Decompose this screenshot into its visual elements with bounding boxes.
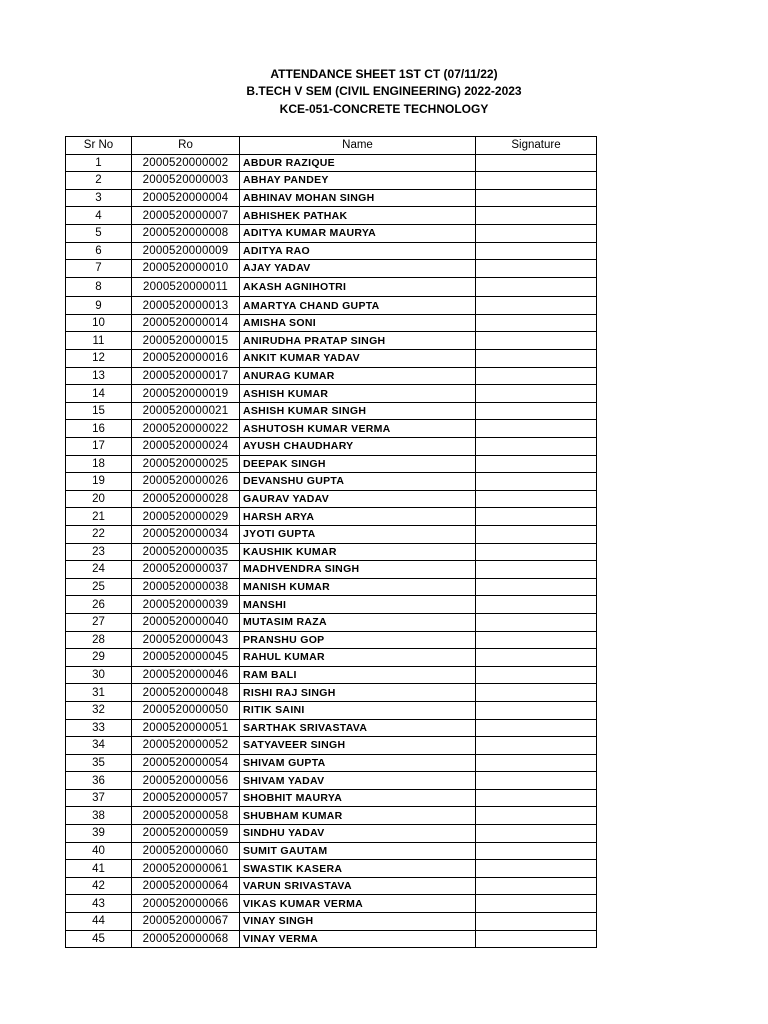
sr-no-cell: 15 (66, 402, 132, 420)
table-row (66, 350, 597, 368)
sr-no-cell: 39 (66, 825, 132, 843)
table-row (66, 525, 597, 543)
signature-cell (476, 578, 597, 596)
signature-cell (476, 895, 597, 913)
student-name-cell: SHUBHAM KUMAR (240, 807, 476, 825)
student-name-cell: ASHISH KUMAR (240, 385, 476, 403)
student-name-cell: MADHVENDRA SINGH (240, 561, 476, 579)
student-name-cell: ADITYA KUMAR MAURYA (240, 224, 476, 242)
sr-no-cell: 24 (66, 561, 132, 579)
signature-cell (476, 438, 597, 456)
roll-number-cell: 2000520000061 (132, 860, 240, 878)
signature-cell (476, 172, 597, 190)
student-name-cell: ABHAY PANDEY (240, 172, 476, 190)
sr-no-cell: 21 (66, 508, 132, 526)
student-name-cell: KAUSHIK KUMAR (240, 543, 476, 561)
student-name-cell: SUMIT GAUTAM (240, 842, 476, 860)
roll-number-cell: 2000520000013 (132, 297, 240, 315)
signature-cell (476, 314, 597, 332)
table-row (66, 260, 597, 278)
sr-no-cell: 29 (66, 649, 132, 667)
signature-cell (476, 825, 597, 843)
sr-no-cell: 11 (66, 332, 132, 350)
signature-cell (476, 543, 597, 561)
roll-number-cell: 2000520000025 (132, 455, 240, 473)
table-row (66, 578, 597, 596)
signature-cell (476, 297, 597, 315)
roll-number-cell: 2000520000002 (132, 154, 240, 172)
roll-number-cell: 2000520000060 (132, 842, 240, 860)
student-name-cell: ANURAG KUMAR (240, 367, 476, 385)
roll-number-cell: 2000520000037 (132, 561, 240, 579)
sr-no-cell: 36 (66, 772, 132, 790)
table-body (66, 154, 597, 948)
table-row (66, 224, 597, 242)
sr-no-cell: 38 (66, 807, 132, 825)
student-name-cell: AYUSH CHAUDHARY (240, 438, 476, 456)
sr-no-cell: 25 (66, 578, 132, 596)
roll-number-cell: 2000520000007 (132, 207, 240, 225)
sr-no-cell: 30 (66, 666, 132, 684)
roll-number-cell: 2000520000004 (132, 189, 240, 207)
student-name-cell: SATYAVEER SINGH (240, 737, 476, 755)
signature-cell (476, 385, 597, 403)
sr-no-cell: 3 (66, 189, 132, 207)
sr-no-cell: 22 (66, 525, 132, 543)
table-row (66, 737, 597, 755)
table-row (66, 242, 597, 260)
signature-cell (476, 772, 597, 790)
column-header-name: Name (240, 137, 476, 155)
signature-cell (476, 207, 597, 225)
signature-cell (476, 367, 597, 385)
roll-number-cell: 2000520000066 (132, 895, 240, 913)
roll-number-cell: 2000520000064 (132, 877, 240, 895)
sr-no-cell: 28 (66, 631, 132, 649)
roll-number-cell: 2000520000058 (132, 807, 240, 825)
roll-number-cell: 2000520000052 (132, 737, 240, 755)
student-name-cell: AMISHA SONI (240, 314, 476, 332)
sr-no-cell: 7 (66, 260, 132, 278)
table-row (66, 367, 597, 385)
course-subtitle: B.TECH V SEM (CIVIL ENGINEERING) 2022-2023 (246, 84, 522, 98)
signature-cell (476, 224, 597, 242)
signature-cell (476, 719, 597, 737)
roll-number-cell: 2000520000016 (132, 350, 240, 368)
table-row (66, 402, 597, 420)
signature-cell (476, 666, 597, 684)
sr-no-cell: 44 (66, 913, 132, 931)
signature-cell (476, 154, 597, 172)
roll-number-cell: 2000520000008 (132, 224, 240, 242)
roll-number-cell: 2000520000035 (132, 543, 240, 561)
roll-number-cell: 2000520000011 (132, 277, 240, 297)
student-name-cell: ABHISHEK PATHAK (240, 207, 476, 225)
signature-cell (476, 613, 597, 631)
student-name-cell: RAM BALI (240, 666, 476, 684)
student-name-cell: RITIK SAINI (240, 701, 476, 719)
roll-number-cell: 2000520000056 (132, 772, 240, 790)
table-row (66, 277, 597, 297)
student-name-cell: SHIVAM GUPTA (240, 754, 476, 772)
sr-no-cell: 5 (66, 224, 132, 242)
roll-number-cell: 2000520000059 (132, 825, 240, 843)
table-row (66, 631, 597, 649)
student-name-cell: SINDHU YADAV (240, 825, 476, 843)
roll-number-cell: 2000520000014 (132, 314, 240, 332)
roll-number-cell: 2000520000022 (132, 420, 240, 438)
signature-cell (476, 789, 597, 807)
roll-number-cell: 2000520000034 (132, 525, 240, 543)
roll-number-cell: 2000520000043 (132, 631, 240, 649)
roll-number-cell: 2000520000040 (132, 613, 240, 631)
sr-no-cell: 18 (66, 455, 132, 473)
sr-no-cell: 9 (66, 297, 132, 315)
roll-number-cell: 2000520000038 (132, 578, 240, 596)
roll-number-cell: 2000520000024 (132, 438, 240, 456)
table-row (66, 455, 597, 473)
student-name-cell: DEVANSHU GUPTA (240, 473, 476, 491)
table-row (66, 895, 597, 913)
signature-cell (476, 490, 597, 508)
roll-number-cell: 2000520000019 (132, 385, 240, 403)
student-name-cell: MANISH KUMAR (240, 578, 476, 596)
sr-no-cell: 33 (66, 719, 132, 737)
student-name-cell: AKASH AGNIHOTRI (240, 277, 476, 297)
student-name-cell: VARUN SRIVASTAVA (240, 877, 476, 895)
sr-no-cell: 17 (66, 438, 132, 456)
roll-number-cell: 2000520000067 (132, 913, 240, 931)
student-name-cell: RISHI RAJ SINGH (240, 684, 476, 702)
sr-no-cell: 31 (66, 684, 132, 702)
roll-number-cell: 2000520000054 (132, 754, 240, 772)
table-row (66, 420, 597, 438)
roll-number-cell: 2000520000026 (132, 473, 240, 491)
signature-cell (476, 754, 597, 772)
student-name-cell: VIKAS KUMAR VERMA (240, 895, 476, 913)
sr-no-cell: 40 (66, 842, 132, 860)
signature-cell (476, 420, 597, 438)
column-header-roll: Ro (132, 137, 240, 155)
roll-number-cell: 2000520000010 (132, 260, 240, 278)
sr-no-cell: 12 (66, 350, 132, 368)
sr-no-cell: 43 (66, 895, 132, 913)
signature-cell (476, 807, 597, 825)
signature-cell (476, 525, 597, 543)
student-name-cell: GAURAV YADAV (240, 490, 476, 508)
roll-number-cell: 2000520000046 (132, 666, 240, 684)
signature-cell (476, 596, 597, 614)
table-row (66, 666, 597, 684)
student-name-cell: PRANSHU GOP (240, 631, 476, 649)
student-name-cell: ASHISH KUMAR SINGH (240, 402, 476, 420)
table-row (66, 189, 597, 207)
table-row (66, 877, 597, 895)
table-row (66, 172, 597, 190)
roll-number-cell: 2000520000029 (132, 508, 240, 526)
signature-cell (476, 508, 597, 526)
column-header-signature: Signature (476, 137, 597, 155)
sr-no-cell: 26 (66, 596, 132, 614)
signature-cell (476, 684, 597, 702)
table-row (66, 842, 597, 860)
student-name-cell: AMARTYA CHAND GUPTA (240, 297, 476, 315)
roll-number-cell: 2000520000017 (132, 367, 240, 385)
signature-cell (476, 242, 597, 260)
table-header-row (66, 137, 597, 155)
signature-cell (476, 561, 597, 579)
sr-no-cell: 2 (66, 172, 132, 190)
student-name-cell: ASHUTOSH KUMAR VERMA (240, 420, 476, 438)
signature-cell (476, 260, 597, 278)
signature-cell (476, 277, 597, 297)
roll-number-cell: 2000520000050 (132, 701, 240, 719)
student-name-cell: ANKIT KUMAR YADAV (240, 350, 476, 368)
sr-no-cell: 6 (66, 242, 132, 260)
table-row (66, 913, 597, 931)
signature-cell (476, 913, 597, 931)
attendance-table (65, 136, 597, 948)
roll-number-cell: 2000520000051 (132, 719, 240, 737)
sr-no-cell: 41 (66, 860, 132, 878)
sr-no-cell: 8 (66, 277, 132, 297)
table-row (66, 490, 597, 508)
sr-no-cell: 19 (66, 473, 132, 491)
student-name-cell: SHIVAM YADAV (240, 772, 476, 790)
table-row (66, 930, 597, 948)
sr-no-cell: 37 (66, 789, 132, 807)
table-row (66, 719, 597, 737)
signature-cell (476, 930, 597, 948)
table-row (66, 860, 597, 878)
roll-number-cell: 2000520000057 (132, 789, 240, 807)
signature-cell (476, 473, 597, 491)
sr-no-cell: 27 (66, 613, 132, 631)
student-name-cell: SARTHAK SRIVASTAVA (240, 719, 476, 737)
table-row (66, 154, 597, 172)
sr-no-cell: 10 (66, 314, 132, 332)
student-name-cell: ABDUR RAZIQUE (240, 154, 476, 172)
table-row (66, 825, 597, 843)
signature-cell (476, 455, 597, 473)
table-row (66, 314, 597, 332)
table-row (66, 754, 597, 772)
sr-no-cell: 13 (66, 367, 132, 385)
student-name-cell: ADITYA RAO (240, 242, 476, 260)
table-row (66, 385, 597, 403)
student-name-cell: JYOTI GUPTA (240, 525, 476, 543)
student-name-cell: VINAY SINGH (240, 913, 476, 931)
roll-number-cell: 2000520000045 (132, 649, 240, 667)
sr-no-cell: 16 (66, 420, 132, 438)
signature-cell (476, 631, 597, 649)
table-row (66, 207, 597, 225)
subject-code: KCE-051-CONCRETE TECHNOLOGY (279, 102, 489, 116)
signature-cell (476, 701, 597, 719)
signature-cell (476, 189, 597, 207)
table-row (66, 596, 597, 614)
roll-number-cell: 2000520000003 (132, 172, 240, 190)
student-name-cell: ABHINAV MOHAN SINGH (240, 189, 476, 207)
student-name-cell: AJAY YADAV (240, 260, 476, 278)
signature-cell (476, 877, 597, 895)
table-row (66, 473, 597, 491)
student-name-cell: ANIRUDHA PRATAP SINGH (240, 332, 476, 350)
signature-cell (476, 842, 597, 860)
student-name-cell: DEEPAK SINGH (240, 455, 476, 473)
table-row (66, 649, 597, 667)
student-name-cell: SHOBHIT MAURYA (240, 789, 476, 807)
table-row (66, 613, 597, 631)
sr-no-cell: 23 (66, 543, 132, 561)
roll-number-cell: 2000520000039 (132, 596, 240, 614)
signature-cell (476, 402, 597, 420)
student-name-cell: MANSHI (240, 596, 476, 614)
sr-no-cell: 45 (66, 930, 132, 948)
student-name-cell: HARSH ARYA (240, 508, 476, 526)
table-row (66, 543, 597, 561)
roll-number-cell: 2000520000015 (132, 332, 240, 350)
roll-number-cell: 2000520000028 (132, 490, 240, 508)
signature-cell (476, 737, 597, 755)
sr-no-cell: 34 (66, 737, 132, 755)
sr-no-cell: 20 (66, 490, 132, 508)
signature-cell (476, 350, 597, 368)
student-name-cell: RAHUL KUMAR (240, 649, 476, 667)
table-row (66, 438, 597, 456)
column-header-sr-no: Sr No (66, 137, 132, 155)
table-row (66, 332, 597, 350)
sheet-title: ATTENDANCE SHEET 1ST CT (07/11/22) (270, 67, 498, 81)
table-row (66, 772, 597, 790)
roll-number-cell: 2000520000068 (132, 930, 240, 948)
table-row (66, 807, 597, 825)
student-name-cell: MUTASIM RAZA (240, 613, 476, 631)
sr-no-cell: 1 (66, 154, 132, 172)
table-row (66, 789, 597, 807)
table-row (66, 508, 597, 526)
sr-no-cell: 35 (66, 754, 132, 772)
table-row (66, 561, 597, 579)
sr-no-cell: 4 (66, 207, 132, 225)
signature-cell (476, 860, 597, 878)
table-row (66, 297, 597, 315)
sr-no-cell: 14 (66, 385, 132, 403)
sr-no-cell: 42 (66, 877, 132, 895)
student-name-cell: VINAY VERMA (240, 930, 476, 948)
table-row (66, 701, 597, 719)
roll-number-cell: 2000520000021 (132, 402, 240, 420)
signature-cell (476, 649, 597, 667)
sr-no-cell: 32 (66, 701, 132, 719)
signature-cell (476, 332, 597, 350)
roll-number-cell: 2000520000009 (132, 242, 240, 260)
roll-number-cell: 2000520000048 (132, 684, 240, 702)
student-name-cell: SWASTIK KASERA (240, 860, 476, 878)
table-row (66, 684, 597, 702)
